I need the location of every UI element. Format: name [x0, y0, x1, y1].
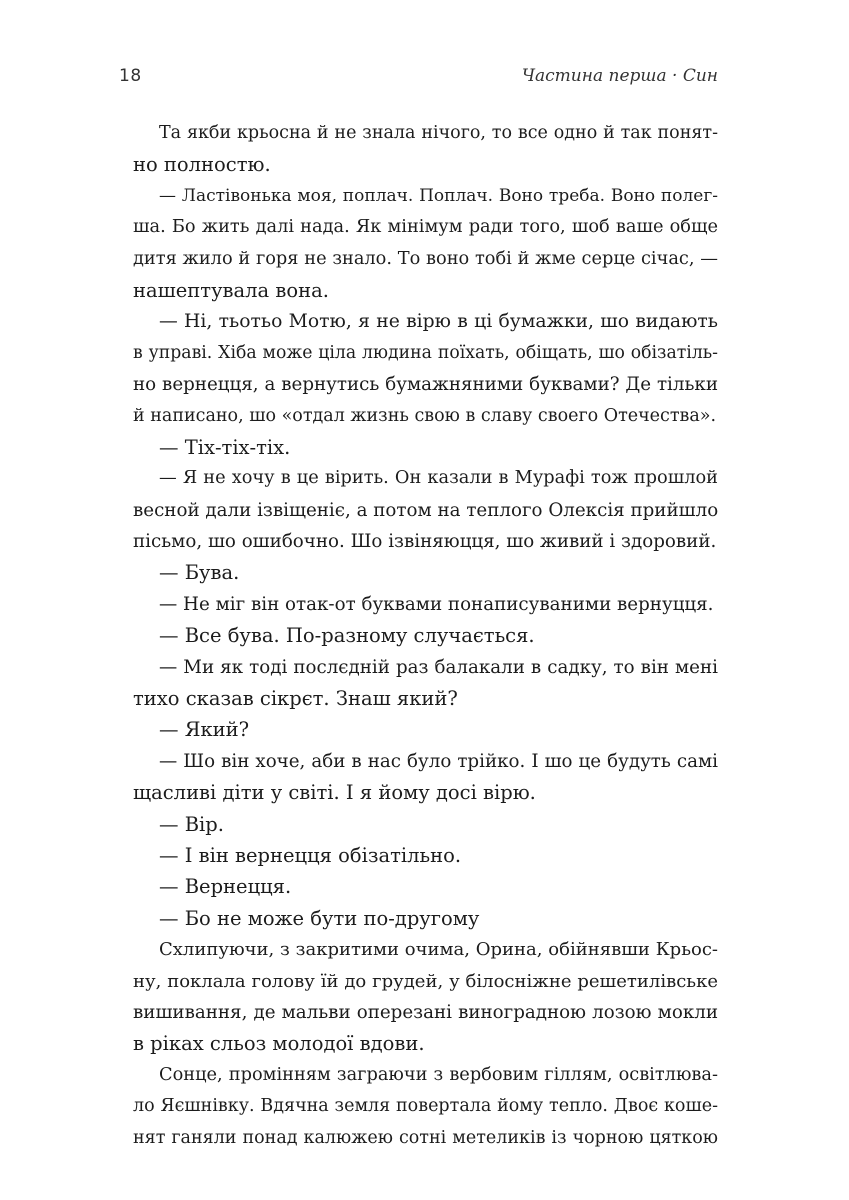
paragraph-line: но полностю. — [133, 153, 271, 177]
paragraph-line: — Ми як тоді послєдній раз балакали в садку, то він мені — [159, 656, 718, 678]
paragraph-line: — Вір. — [159, 812, 224, 836]
paragraph-line: — Шо він хоче, аби в нас було трійко. І шо це будуть самі — [159, 750, 718, 772]
paragraph-line: щасливі діти у світі. І я йому досі вірю. — [133, 781, 536, 805]
paragraph-line: — Все бува. По-разному случається. — [159, 624, 535, 648]
paragraph — [133, 432, 718, 463]
paragraph-line: дитя жило й горя не знало. То воно тобі й жме серце січас, — — [133, 248, 718, 269]
paragraph-line: пісьмо, шо ошибочно. Шо ізвіняюцця, шо живий і здоровий. — [133, 531, 717, 553]
paragraph-line: — Бува. — [159, 561, 240, 585]
paragraph-line: весной дали ізвіщеніє, а потом на теплого Олексія прийшло — [133, 499, 719, 521]
paragraph — [133, 463, 718, 557]
paragraph — [133, 181, 718, 307]
paragraph — [133, 557, 718, 588]
paragraph-line: нят ганяли понад калюжею сотні метеликів із чорною цяткою — [133, 1127, 718, 1148]
paragraph — [133, 589, 718, 620]
paragraph-line: нашептувала вона. — [133, 278, 329, 302]
paragraph-line: Та якби крьосна й не знала нічого, то все одно й так понят- — [159, 123, 718, 143]
paragraph-line: вишивання, де мальви оперезані виноградною лозою мокли — [133, 1001, 718, 1023]
paragraph — [133, 809, 718, 840]
paragraph — [133, 714, 718, 745]
paragraph — [133, 903, 718, 934]
paragraph-line: — Тіх-тіх-тіх. — [159, 435, 291, 459]
paragraph-line: но вернецця, а вернутись бумажняними буквами? Де тільки — [133, 374, 718, 396]
paragraph — [133, 871, 718, 902]
paragraph-line: Сонце, промінням заграючи з вербовим гіллям, освітлюва- — [159, 1064, 718, 1085]
paragraph-line: в ріках сльоз молодої вдови. — [133, 1032, 425, 1056]
page-number: 18 — [119, 66, 142, 86]
paragraph — [133, 840, 718, 871]
paragraph-line: — Ластівонька моя, поплач. Поплач. Воно треба. Воно полег- — [159, 185, 718, 206]
section-title: Частина перша · Син — [521, 66, 718, 86]
paragraph — [133, 620, 718, 651]
paragraph-line: — Я не хочу в це вірить. Он казали в Мурафі тож прошлой — [159, 468, 718, 489]
paragraph-line: — Не міг він отак-от буквами понаписуваними вернуцця. — [159, 593, 714, 615]
paragraph-line: — Бо не може бути по-другому — [159, 906, 480, 930]
paragraph-line: ло Яєшнівку. Вдячна земля повертала йому тепло. Двоє коше- — [133, 1096, 718, 1117]
paragraph-line: Схлипуючи, з закритими очима, Орина, обійнявши Крьос- — [159, 939, 718, 961]
paragraph — [133, 1060, 718, 1154]
paragraph-line: й написано, шо «отдал жизнь свою в славу своего Отечества». — [133, 405, 717, 426]
paragraph — [133, 306, 718, 432]
paragraph — [133, 746, 718, 809]
paragraph — [133, 934, 718, 1060]
running-head — [119, 66, 718, 96]
paragraph-line: — Вернецця. — [159, 875, 292, 899]
paragraph-line: — Який? — [159, 718, 250, 742]
paragraph — [133, 652, 718, 715]
paragraph-line: — І він вернецця обізатільно. — [159, 843, 462, 867]
text-body — [133, 118, 718, 1154]
paragraph — [133, 118, 718, 181]
paragraph-line: в управі. Хіба може ціла людина поїхать, обіщать, шо обізатіль- — [133, 342, 718, 363]
paragraph-line: тихо сказав сікрєт. Знаш який? — [133, 687, 458, 711]
paragraph-line: ша. Бо жить далі нада. Як мінімум ради того, шоб ваше обще — [133, 217, 718, 238]
paragraph-line: ну, поклала голову їй до грудей, у білосніжне решетилівське — [133, 970, 718, 992]
paragraph-line: — Ні, тьотьо Мотю, я не вірю в ці бумажки, шо видають — [159, 311, 718, 333]
